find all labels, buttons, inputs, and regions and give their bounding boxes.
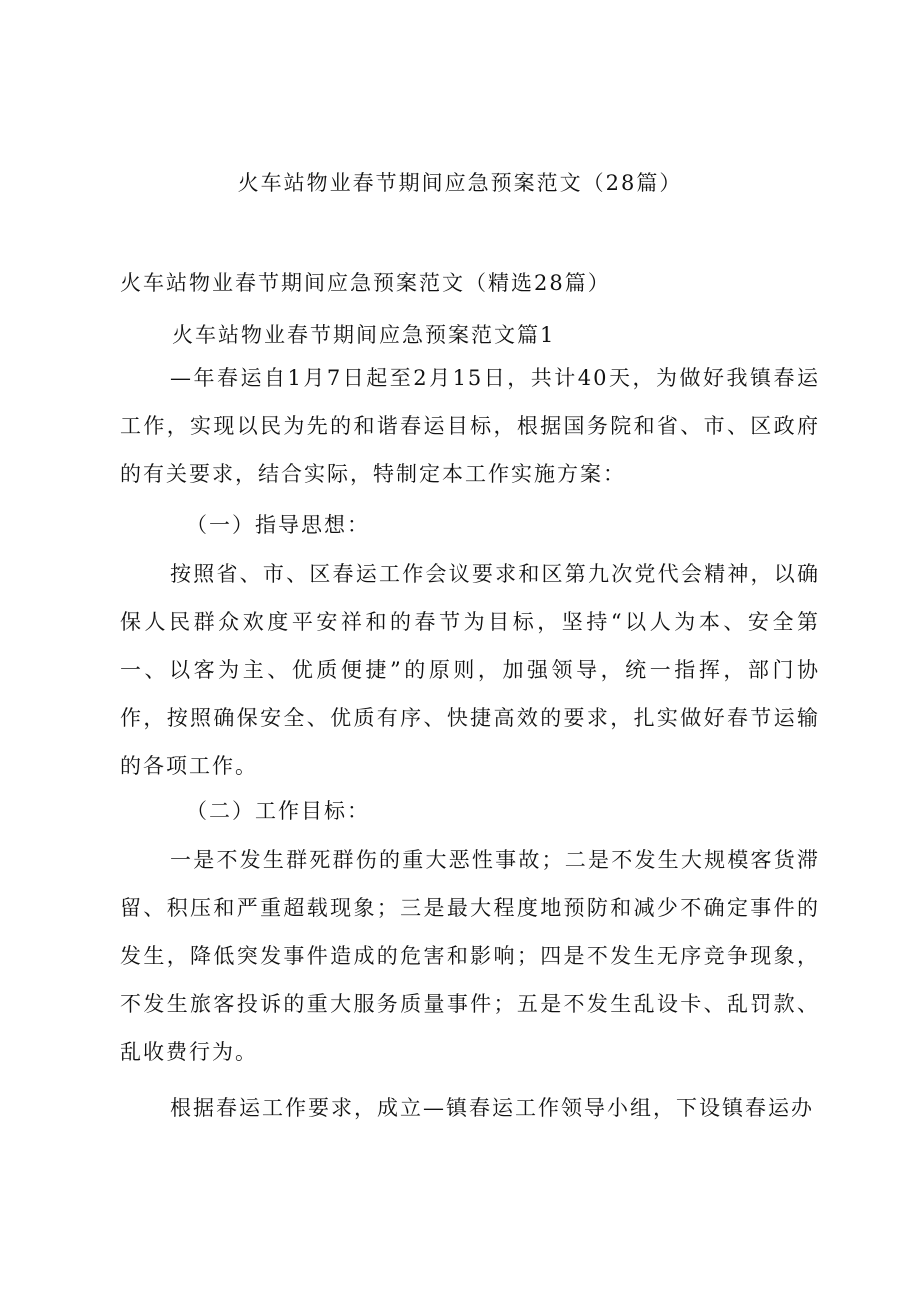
paragraph-organization: 根据春运工作要求，成立—镇春运工作领导小组，下设镇春运办 xyxy=(170,1096,814,1120)
section-heading-guiding: （一）指导思想： xyxy=(186,513,370,537)
document-subtitle: 火车站物业春节期间应急预案范文（精选28篇） xyxy=(120,271,611,295)
paragraph-intro: —年春运自1月7日起至2月15日，共计40天，为做好我镇春运工作，实现以民为先的和谐春运目标，根据国务院和省、市、区政府的有关要求，结合实际，特制定本工作实施方案： xyxy=(120,366,820,486)
paragraph-work-goals: 一是不发生群死群伤的重大恶性事故；二是不发生大规模客货滞留、积压和严重超载现象；三是最大程度地预防和减少不确定事件的发生，降低突发事件造成的危害和影响；四是不发生无序竞争现象，不发生旅客投诉的重大服务质量事件；五是不发生乱设卡、乱罚款、乱收费行为。 xyxy=(120,848,820,1064)
paragraph-guiding-ideology: 按照省、市、区春运工作会议要求和区第九次党代会精神，以确保人民群众欢度平安祥和的春节为目标，坚持“以人为本、安全第一、以客为主、优质便捷”的原则，加强领导，统一指挥，部门协作，按照确保安全、优质有序、快捷高效的要求，扎实做好春节运输的各项工作。 xyxy=(120,562,820,778)
document-title: 火车站物业春节期间应急预案范文（28篇） xyxy=(237,171,683,195)
chapter-heading: 火车站物业春节期间应急预案范文篇1 xyxy=(172,323,556,347)
section-heading-goals: （二）工作目标： xyxy=(186,799,370,823)
